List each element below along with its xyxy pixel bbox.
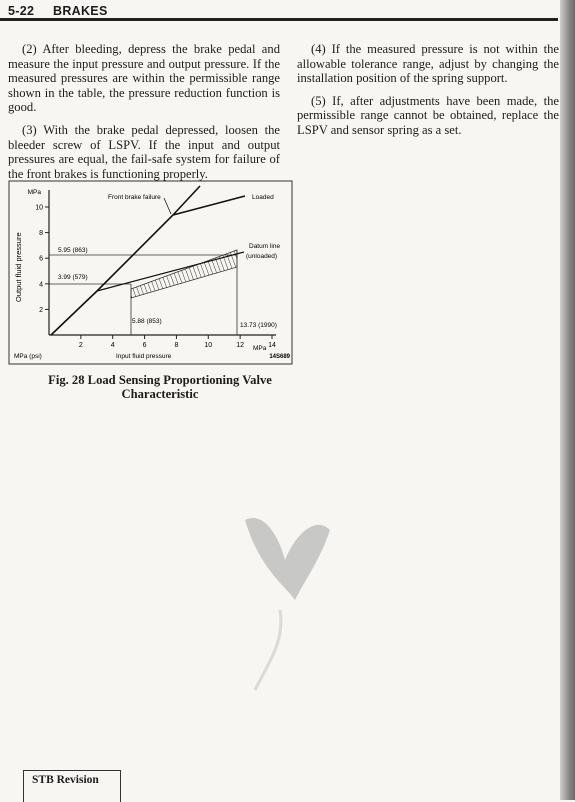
x-tick-label: 2: [78, 342, 83, 349]
y-tick-label: 6: [39, 255, 43, 263]
revision-box: [23, 770, 121, 802]
section-title: BRAKES: [53, 4, 108, 18]
paragraph-5: (5) If, after adjustments have been made, the permissible range cannot be obtained, replace the LSPV and sensor spring as a set.: [297, 93, 559, 137]
x-tick-label: 10: [204, 342, 213, 349]
failure-leader: [164, 198, 171, 214]
caption-line-1: Fig. 28 Load Sensing Proportioning Valve: [48, 373, 272, 387]
x-tick-label: 6: [142, 342, 147, 349]
x-ticks: [79, 335, 276, 349]
header-rule: [0, 18, 558, 21]
binding-edge: [560, 0, 575, 800]
right-column: [297, 42, 559, 146]
y-ticks: [35, 205, 49, 314]
origin-unit-label: MPa (psi): [14, 353, 42, 360]
figure-code: 14S689: [269, 354, 290, 360]
figure-caption: [40, 373, 280, 401]
page-number: 5-22: [8, 4, 35, 18]
paragraph-4: (4) If the measured pressure is not within the allowable tolerance range, adjust by changing the installation position of the spring support.: [297, 42, 559, 86]
lspv-chart: [8, 180, 294, 366]
caption-line-2: Characteristic: [121, 387, 199, 401]
out-high-label: 5.95 (863): [58, 247, 88, 254]
datum-line-label: Datum line: [249, 243, 281, 250]
y-tick-label: 2: [39, 306, 43, 314]
x-tick-label: 8: [174, 342, 179, 349]
x-tick-label: 14: [268, 342, 276, 349]
x-tick-label: 12: [236, 342, 245, 349]
y-unit-label: MPa: [27, 189, 41, 196]
unloaded-label: (unloaded): [246, 253, 278, 260]
x-axis-title: Input fluid pressure: [116, 353, 172, 360]
series-front-brake-failure: [51, 186, 200, 335]
y-tick-label: 10: [35, 204, 43, 212]
series-loaded: [173, 196, 245, 215]
revision-label: STB Revision: [32, 774, 99, 786]
paragraph-3: (3) With the brake pedal depressed, loosen the bleeder screw of LSPV. If the input and output pressures are equal, the fail-safe system for failure of the front brakes is functioning properly.: [8, 122, 280, 181]
loaded-label: Loaded: [252, 194, 274, 201]
y-tick-label: 8: [39, 230, 43, 238]
y-tick-label: 4: [39, 281, 43, 289]
left-column: [8, 42, 280, 189]
in-high-label: 13.73 (1990): [240, 322, 277, 329]
x-unit-label: MPa: [253, 345, 267, 352]
front-brake-failure-label: Front brake failure: [108, 194, 161, 201]
paragraph-2: (2) After bleeding, depress the brake pedal and measure the input pressure and output pressure. If the measured pressures are within the permissible range shown in the table, the pressure reduction function is good.: [8, 42, 280, 115]
tolerance-band: [131, 250, 237, 298]
x-tick-label: 4: [110, 342, 115, 349]
page-smudge: [225, 500, 345, 700]
in-low-label: 5.88 (853): [132, 318, 162, 325]
out-low-label: 3.99 (579): [58, 274, 88, 281]
y-axis-title: Output fluid pressure: [14, 232, 23, 302]
chart-frame: [9, 181, 292, 364]
